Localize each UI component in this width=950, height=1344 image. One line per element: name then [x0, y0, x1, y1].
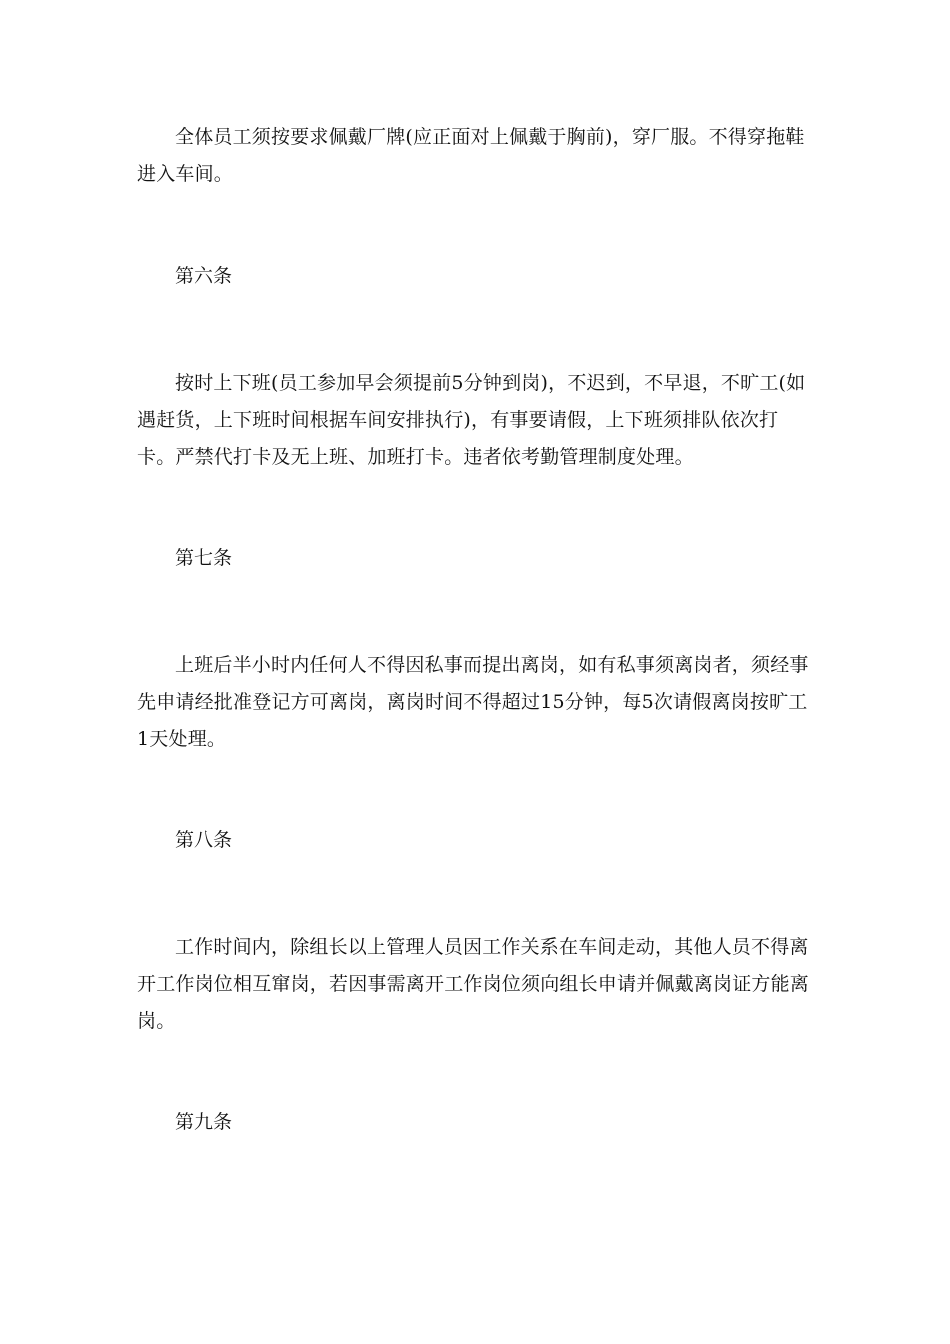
article-6-heading: 第六条 [175, 265, 233, 287]
paragraph-work-station: 工作时间内，除组长以上管理人员因工作关系在车间走动，其他人员不得离开工作岗位相互窜岗，若因事需离开工作岗位须向组长申请并佩戴离岗证方能离岗。 [137, 936, 810, 1032]
article-7-heading: 第七条 [175, 547, 233, 569]
article-8-heading: 第八条 [175, 829, 233, 851]
paragraph-badge-uniform: 全体员工须按要求佩戴厂牌(应正面对上佩戴于胸前)，穿厂服。不得穿拖鞋进入车间。 [137, 126, 805, 185]
article-9-heading: 第九条 [175, 1111, 233, 1133]
paragraph-leave-post: 上班后半小时内任何人不得因私事而提出离岗，如有私事须离岗者，须经事先申请经批准登记方可离岗，离岗时间不得超过15分钟，每5次请假离岗按旷工1天处理。 [137, 654, 809, 750]
paragraph-attendance: 按时上下班(员工参加早会须提前5分钟到岗)，不迟到，不早退，不旷工(如遇赶货，上下班时间根据车间安排执行)，有事要请假，上下班须排队依次打卡。严禁代打卡及无上班、加班打卡。违者依考勤管理制度处理。 [137, 372, 806, 468]
